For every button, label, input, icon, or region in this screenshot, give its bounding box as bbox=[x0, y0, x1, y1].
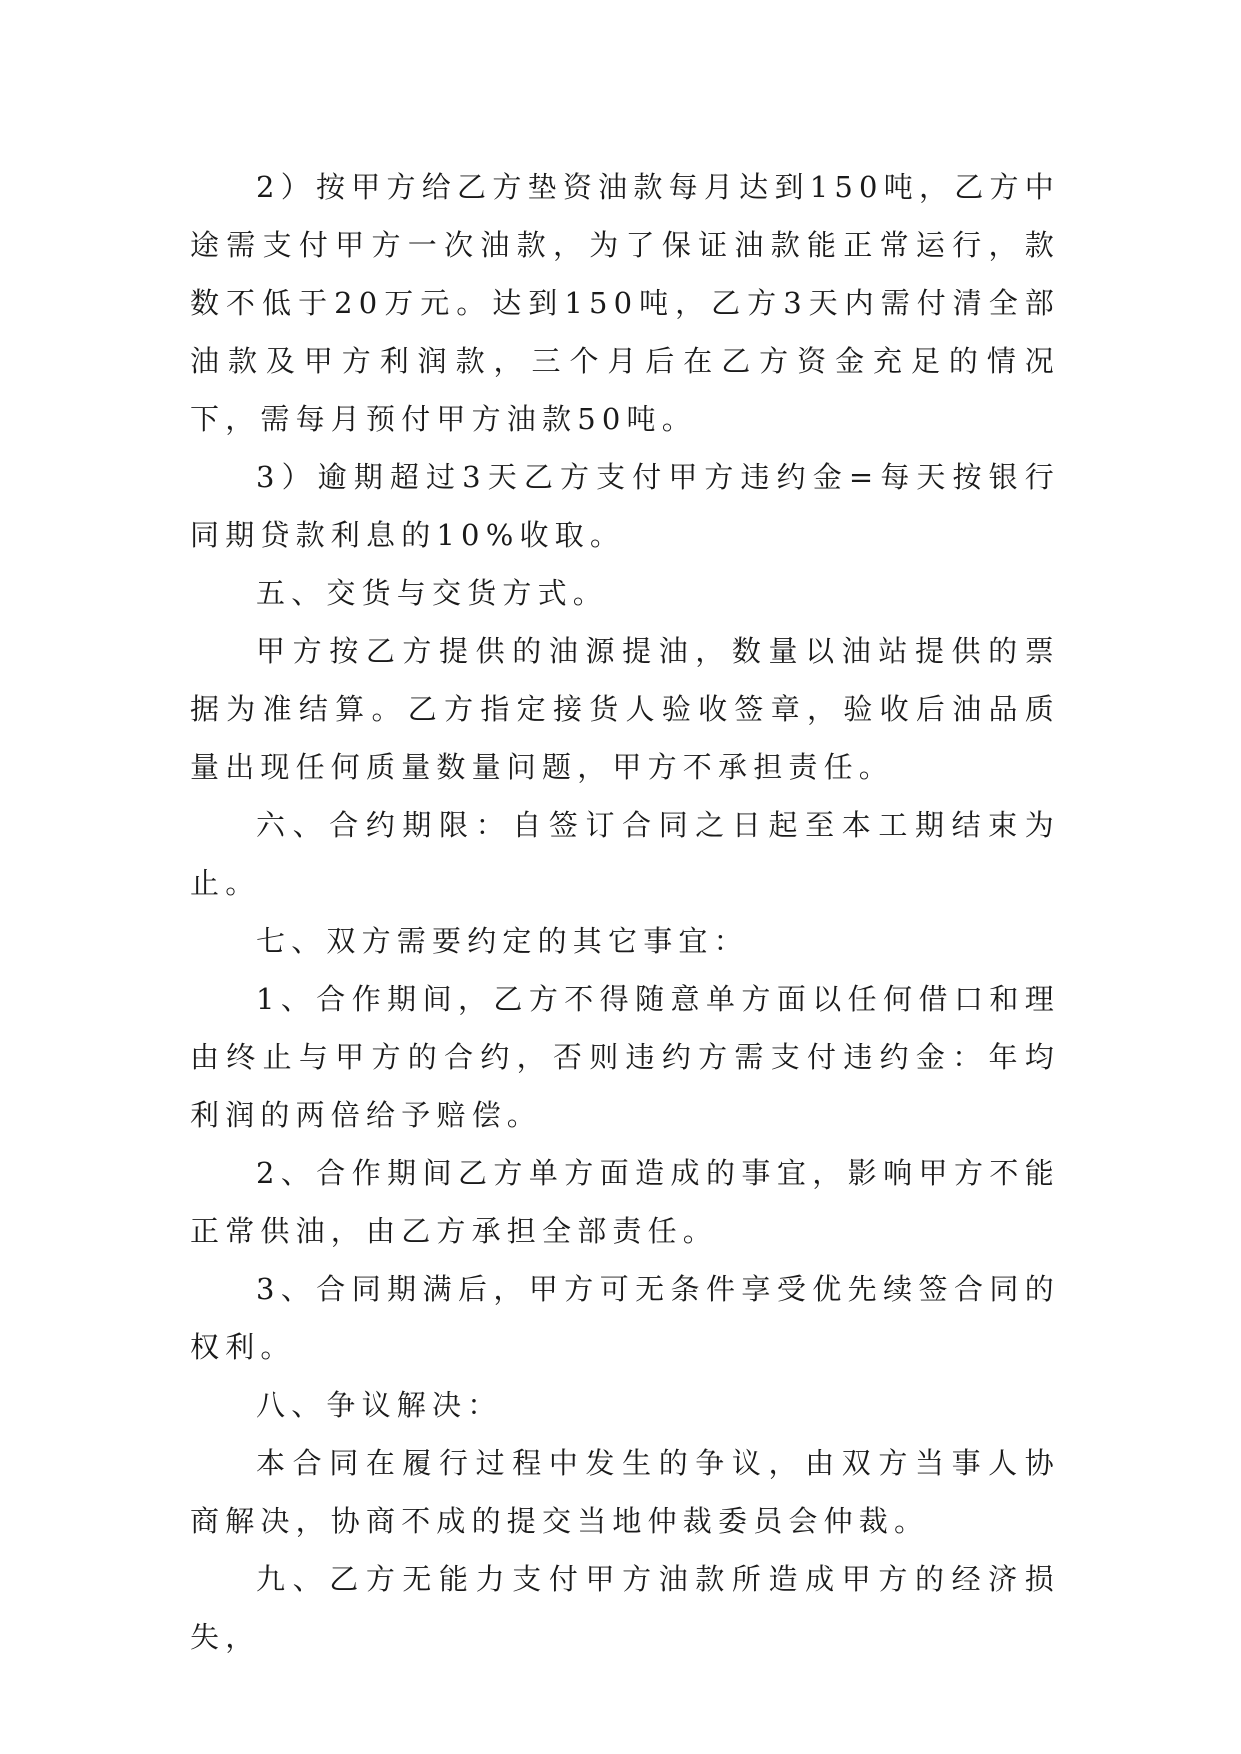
section-heading-dispute: 八、争议解决： bbox=[256, 1388, 503, 1422]
section-heading-nine: 九、乙方无能力支付甲方油款所造成甲方的经济损失， bbox=[190, 1562, 1060, 1654]
paragraph-prepayment-terms: 2）按甲方给乙方垫资油款每月达到150吨，乙方中途需支付甲方一次油款，为了保证油款能正常运行，款数不低于20万元。达到150吨，乙方3天内需付清全部油款及甲方利润款，三个月后在乙方资金充足的情况下，需每月预付甲方油款50吨。 bbox=[190, 170, 1060, 436]
paragraph-other-item-3: 3、合同期满后，甲方可无条件享受优先续签合同的权利。 bbox=[190, 1272, 1060, 1364]
paragraph-dispute-terms: 本合同在履行过程中发生的争议，由双方当事人协商解决，协商不成的提交当地仲裁委员会仲裁。 bbox=[190, 1446, 1060, 1538]
section-heading-term: 六、合约期限：自签订合同之日起至本工期结束为止。 bbox=[190, 808, 1060, 900]
section-heading-other-matters: 七、双方需要约定的其它事宜： bbox=[256, 924, 749, 958]
document-page bbox=[190, 158, 1060, 1666]
paragraph-other-item-1: 1、合作期间，乙方不得随意单方面以任何借口和理由终止与甲方的合约，否则违约方需支付违约金：年均利润的两倍给予赔偿。 bbox=[190, 982, 1060, 1132]
paragraph-delivery-terms: 甲方按乙方提供的油源提油，数量以油站提供的票据为准结算。乙方指定接货人验收签章，验收后油品质量出现任何质量数量问题，甲方不承担责任。 bbox=[190, 634, 1060, 784]
paragraph-other-item-2: 2、合作期间乙方单方面造成的事宜，影响甲方不能正常供油，由乙方承担全部责任。 bbox=[190, 1156, 1060, 1248]
section-heading-delivery: 五、交货与交货方式。 bbox=[256, 576, 609, 610]
paragraph-late-penalty: 3）逾期超过3天乙方支付甲方违约金=每天按银行同期贷款利息的10%收取。 bbox=[190, 460, 1060, 552]
